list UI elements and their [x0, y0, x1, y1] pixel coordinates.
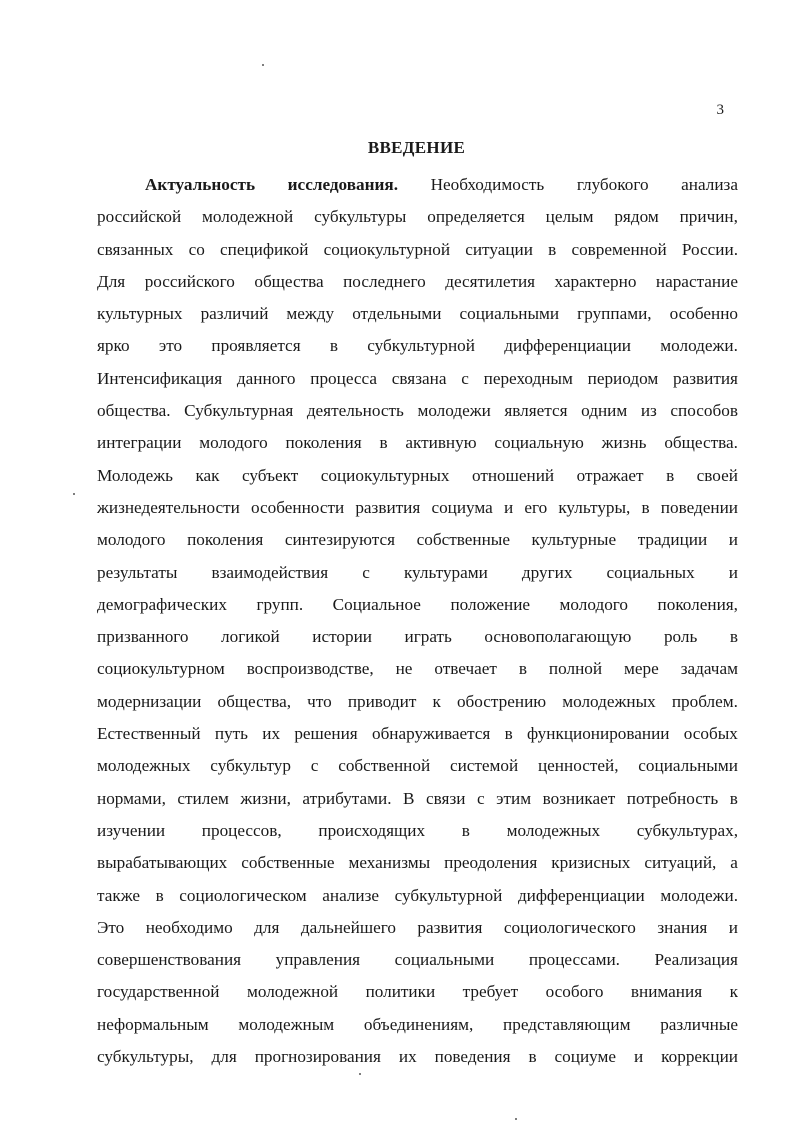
word: способов [670, 401, 738, 421]
word: молодежи. [660, 336, 738, 356]
word: в [641, 497, 650, 517]
text-line [97, 169, 738, 201]
word: и [728, 562, 738, 582]
word: культуры, [558, 497, 631, 517]
word: социологического [503, 917, 636, 937]
word: управления [275, 950, 361, 970]
word: играть [404, 627, 452, 647]
word: потребность [626, 788, 719, 808]
text-line [97, 1009, 738, 1041]
word: социокультурных [320, 465, 450, 485]
word: это [158, 336, 183, 356]
word: нарастание [655, 271, 738, 291]
word: молодежных [506, 820, 601, 840]
word: дальнейшего [300, 917, 396, 937]
word: требует [462, 982, 519, 1002]
word: преодоления [444, 853, 538, 873]
word: изучении [97, 820, 166, 840]
word: групп. [256, 594, 304, 614]
word: стилем [177, 788, 229, 808]
word: и [728, 917, 738, 937]
word: десятилетия [445, 271, 536, 291]
word: особых [683, 724, 738, 744]
word: необходимо [145, 917, 233, 937]
text-line [97, 557, 738, 589]
word: связанных [97, 239, 174, 259]
word: субкультурной [394, 885, 503, 905]
word: мере [624, 659, 659, 679]
word: с [476, 788, 485, 808]
word: дифференциации [517, 885, 645, 905]
word: молодежной [246, 982, 339, 1002]
word: основополагающую [484, 627, 632, 647]
word: в [729, 627, 738, 647]
word: молодого [97, 530, 166, 550]
word: связана [391, 368, 447, 388]
word: путь [214, 724, 249, 744]
word: социуме [554, 1047, 617, 1067]
word: ситуации [465, 239, 533, 259]
word: характерно [554, 271, 637, 291]
text-line [97, 492, 738, 524]
word: модернизации [97, 691, 202, 711]
text-line [97, 266, 738, 298]
word: к [729, 982, 738, 1002]
word: общества [254, 271, 324, 291]
word: группами, [577, 304, 652, 324]
word: ситуаций, [644, 853, 717, 873]
word: отдельными [352, 304, 442, 324]
section-heading: ВВЕДЕНИЕ [367, 138, 466, 157]
word: субкультурной [367, 336, 475, 356]
word: социальных [606, 562, 695, 582]
word: российского [144, 271, 235, 291]
word: Интенсификация [97, 368, 223, 388]
bold-word: исследования. [287, 175, 398, 194]
word: Социальное [332, 594, 421, 614]
word: роль [663, 627, 698, 647]
word: положение [450, 594, 531, 614]
word: целым [545, 207, 594, 227]
text-line [97, 589, 738, 621]
page-number: 3 [716, 102, 724, 118]
word: неформальным [97, 1014, 209, 1034]
word: переходным [483, 368, 573, 388]
word: общества, [217, 691, 292, 711]
scan-speck [262, 64, 264, 66]
text-line [97, 653, 738, 685]
word: не [395, 659, 413, 679]
word: для [211, 1047, 237, 1067]
text-line [97, 976, 738, 1008]
word: атрибутами. [302, 788, 392, 808]
word: и [634, 1047, 644, 1067]
scan-speck [73, 493, 75, 495]
word: системой [449, 756, 519, 776]
word: ценностей, [537, 756, 619, 776]
text-line [97, 880, 738, 912]
word: решения [294, 724, 358, 744]
text-line [97, 1041, 738, 1073]
word: деятельность [306, 401, 404, 421]
word: спецификой [220, 239, 309, 259]
word: социальными [638, 756, 738, 776]
word: а [730, 853, 738, 873]
word: социокультурной [323, 239, 451, 259]
word: периодом [587, 368, 659, 388]
word: демографических [97, 594, 227, 614]
word: Молодежь [97, 465, 173, 485]
word: глубокого [576, 175, 649, 194]
text-line [97, 944, 738, 976]
word: различий [200, 304, 269, 324]
word: определяется [427, 207, 525, 227]
text-line [97, 427, 738, 459]
word: молодого [559, 594, 629, 614]
word: молодежи. [660, 885, 738, 905]
word: Реализация [654, 950, 738, 970]
text-line [97, 201, 738, 233]
scan-speck [515, 1118, 517, 1120]
word: своей [696, 465, 738, 485]
word: в [666, 465, 675, 485]
word: возникает [542, 788, 616, 808]
word: социальными [459, 304, 560, 324]
word: культурами [403, 562, 488, 582]
word: дифференциации [504, 336, 631, 356]
word: молодежи [417, 401, 491, 421]
word: российской [97, 207, 182, 227]
word: с [461, 368, 469, 388]
word: проблем. [671, 691, 738, 711]
word: истории [312, 627, 372, 647]
word: интеграции [97, 433, 182, 453]
word: рядом [614, 207, 659, 227]
word: Необходимость [430, 175, 545, 194]
text-line [97, 847, 738, 879]
word: социальную [494, 433, 584, 453]
word: молодежным [238, 1014, 335, 1034]
word: последнего [343, 271, 426, 291]
word: их [262, 724, 281, 744]
word: функционировании [526, 724, 670, 744]
word: данного [236, 368, 296, 388]
word: государственной [97, 982, 220, 1002]
word: социологическом [179, 885, 307, 905]
word: к [432, 691, 441, 711]
text-line [97, 815, 738, 847]
word: представляющим [503, 1014, 631, 1034]
word: поколения, [657, 594, 738, 614]
word: жизнь [601, 433, 647, 453]
word: синтезируются [284, 530, 396, 550]
word: логикой [221, 627, 280, 647]
word: в [155, 885, 164, 905]
word: молодежных [97, 756, 191, 776]
word: происходящих [318, 820, 426, 840]
word: с [310, 756, 319, 776]
word: анализа [681, 175, 738, 194]
word: совершенствования [97, 950, 242, 970]
word: поколения [187, 530, 264, 550]
word: задачам [680, 659, 738, 679]
word: для [254, 917, 280, 937]
word: особенно [669, 304, 738, 324]
word: молодежных [562, 691, 656, 711]
word: субкультурах, [636, 820, 738, 840]
word: отвечает [434, 659, 497, 679]
word: со [188, 239, 205, 259]
bold-word: Актуальность [145, 175, 256, 194]
word: с [362, 562, 370, 582]
word: коррекции [661, 1047, 738, 1067]
word: между [286, 304, 335, 324]
word: культурных [97, 304, 183, 324]
word: В [403, 788, 415, 808]
word: объединениям, [363, 1014, 474, 1034]
word: различные [660, 1014, 738, 1034]
word: субкультуры, [97, 1047, 194, 1067]
word: призванного [97, 627, 189, 647]
text-line [97, 363, 738, 395]
word: поведения [434, 1047, 511, 1067]
word: воспроизводстве, [246, 659, 374, 679]
word: отношений [471, 465, 555, 485]
word: социума [431, 497, 493, 517]
text-line [97, 234, 738, 266]
word: кризисных [551, 853, 631, 873]
word: особого [545, 982, 604, 1002]
word: субкультур [210, 756, 291, 776]
word: Для [97, 271, 126, 291]
text-line [97, 621, 738, 653]
text-line [97, 460, 738, 492]
word: в [729, 788, 738, 808]
word: в [504, 724, 513, 744]
word: как [195, 465, 220, 485]
text-line [97, 783, 738, 815]
text-line [97, 912, 738, 944]
word: в [379, 433, 388, 453]
word: является [504, 401, 568, 421]
word: что [307, 691, 332, 711]
word: в [329, 336, 338, 356]
text-line [97, 718, 738, 750]
word: причин, [679, 207, 738, 227]
word: приводит [347, 691, 417, 711]
word: в [461, 820, 470, 840]
word: России. [681, 239, 738, 259]
word: Это [97, 917, 125, 937]
word: жизнедеятельности [97, 497, 240, 517]
word: также [97, 885, 140, 905]
word: взаимодействия [211, 562, 329, 582]
word: собственной [338, 756, 431, 776]
word: молодежной [202, 207, 294, 227]
scan-speck [359, 1073, 361, 1075]
word: активную [405, 433, 477, 453]
word: нормами, [97, 788, 166, 808]
word: из [640, 401, 657, 421]
word: полной [548, 659, 603, 679]
word: политики [365, 982, 436, 1002]
word: других [521, 562, 573, 582]
text-line [97, 395, 738, 427]
word: ярко [97, 336, 130, 356]
word: Субкультурная [184, 401, 294, 421]
word: обнаруживается [371, 724, 491, 744]
word: субкультуры [314, 207, 407, 227]
word: их [398, 1047, 417, 1067]
word: процесса [310, 368, 378, 388]
word: развития [673, 368, 738, 388]
word: развития [355, 497, 421, 517]
word: внимания [630, 982, 703, 1002]
word: социальными [394, 950, 495, 970]
word: собственные [241, 853, 335, 873]
word: этим [496, 788, 532, 808]
word: знания [657, 917, 708, 937]
word: результаты [97, 562, 178, 582]
word: собственные [416, 530, 510, 550]
word: в [528, 1047, 537, 1067]
word: в [518, 659, 527, 679]
word: и [728, 530, 738, 550]
word: анализе [322, 885, 380, 905]
word: традиции [637, 530, 708, 550]
word: поведении [660, 497, 738, 517]
word: одним [581, 401, 628, 421]
word: отражает [576, 465, 644, 485]
word: субъект [242, 465, 299, 485]
word: молодого [199, 433, 268, 453]
word: связи [426, 788, 466, 808]
word: проявляется [211, 336, 301, 356]
word: общества. [664, 433, 738, 453]
word: процессами. [528, 950, 620, 970]
word: вырабатывающих [97, 853, 228, 873]
word: современной [571, 239, 667, 259]
body-text [97, 169, 738, 1073]
word: прогнозирования [254, 1047, 381, 1067]
word: социокультурном [97, 659, 225, 679]
word: жизни, [240, 788, 291, 808]
word: Естественный [97, 724, 201, 744]
word: процессов, [201, 820, 282, 840]
text-line [97, 330, 738, 362]
word: обострению [456, 691, 547, 711]
word: общества. [97, 401, 171, 421]
word: и [503, 497, 514, 517]
text-line [97, 298, 738, 330]
word: его [524, 497, 548, 517]
word: поколения [285, 433, 362, 453]
text-line [97, 686, 738, 718]
text-line [97, 524, 738, 556]
word: механизмы [348, 853, 431, 873]
word: развития [417, 917, 483, 937]
word: особенности [251, 497, 345, 517]
word: культурные [531, 530, 617, 550]
word: в [548, 239, 557, 259]
text-line [97, 750, 738, 782]
